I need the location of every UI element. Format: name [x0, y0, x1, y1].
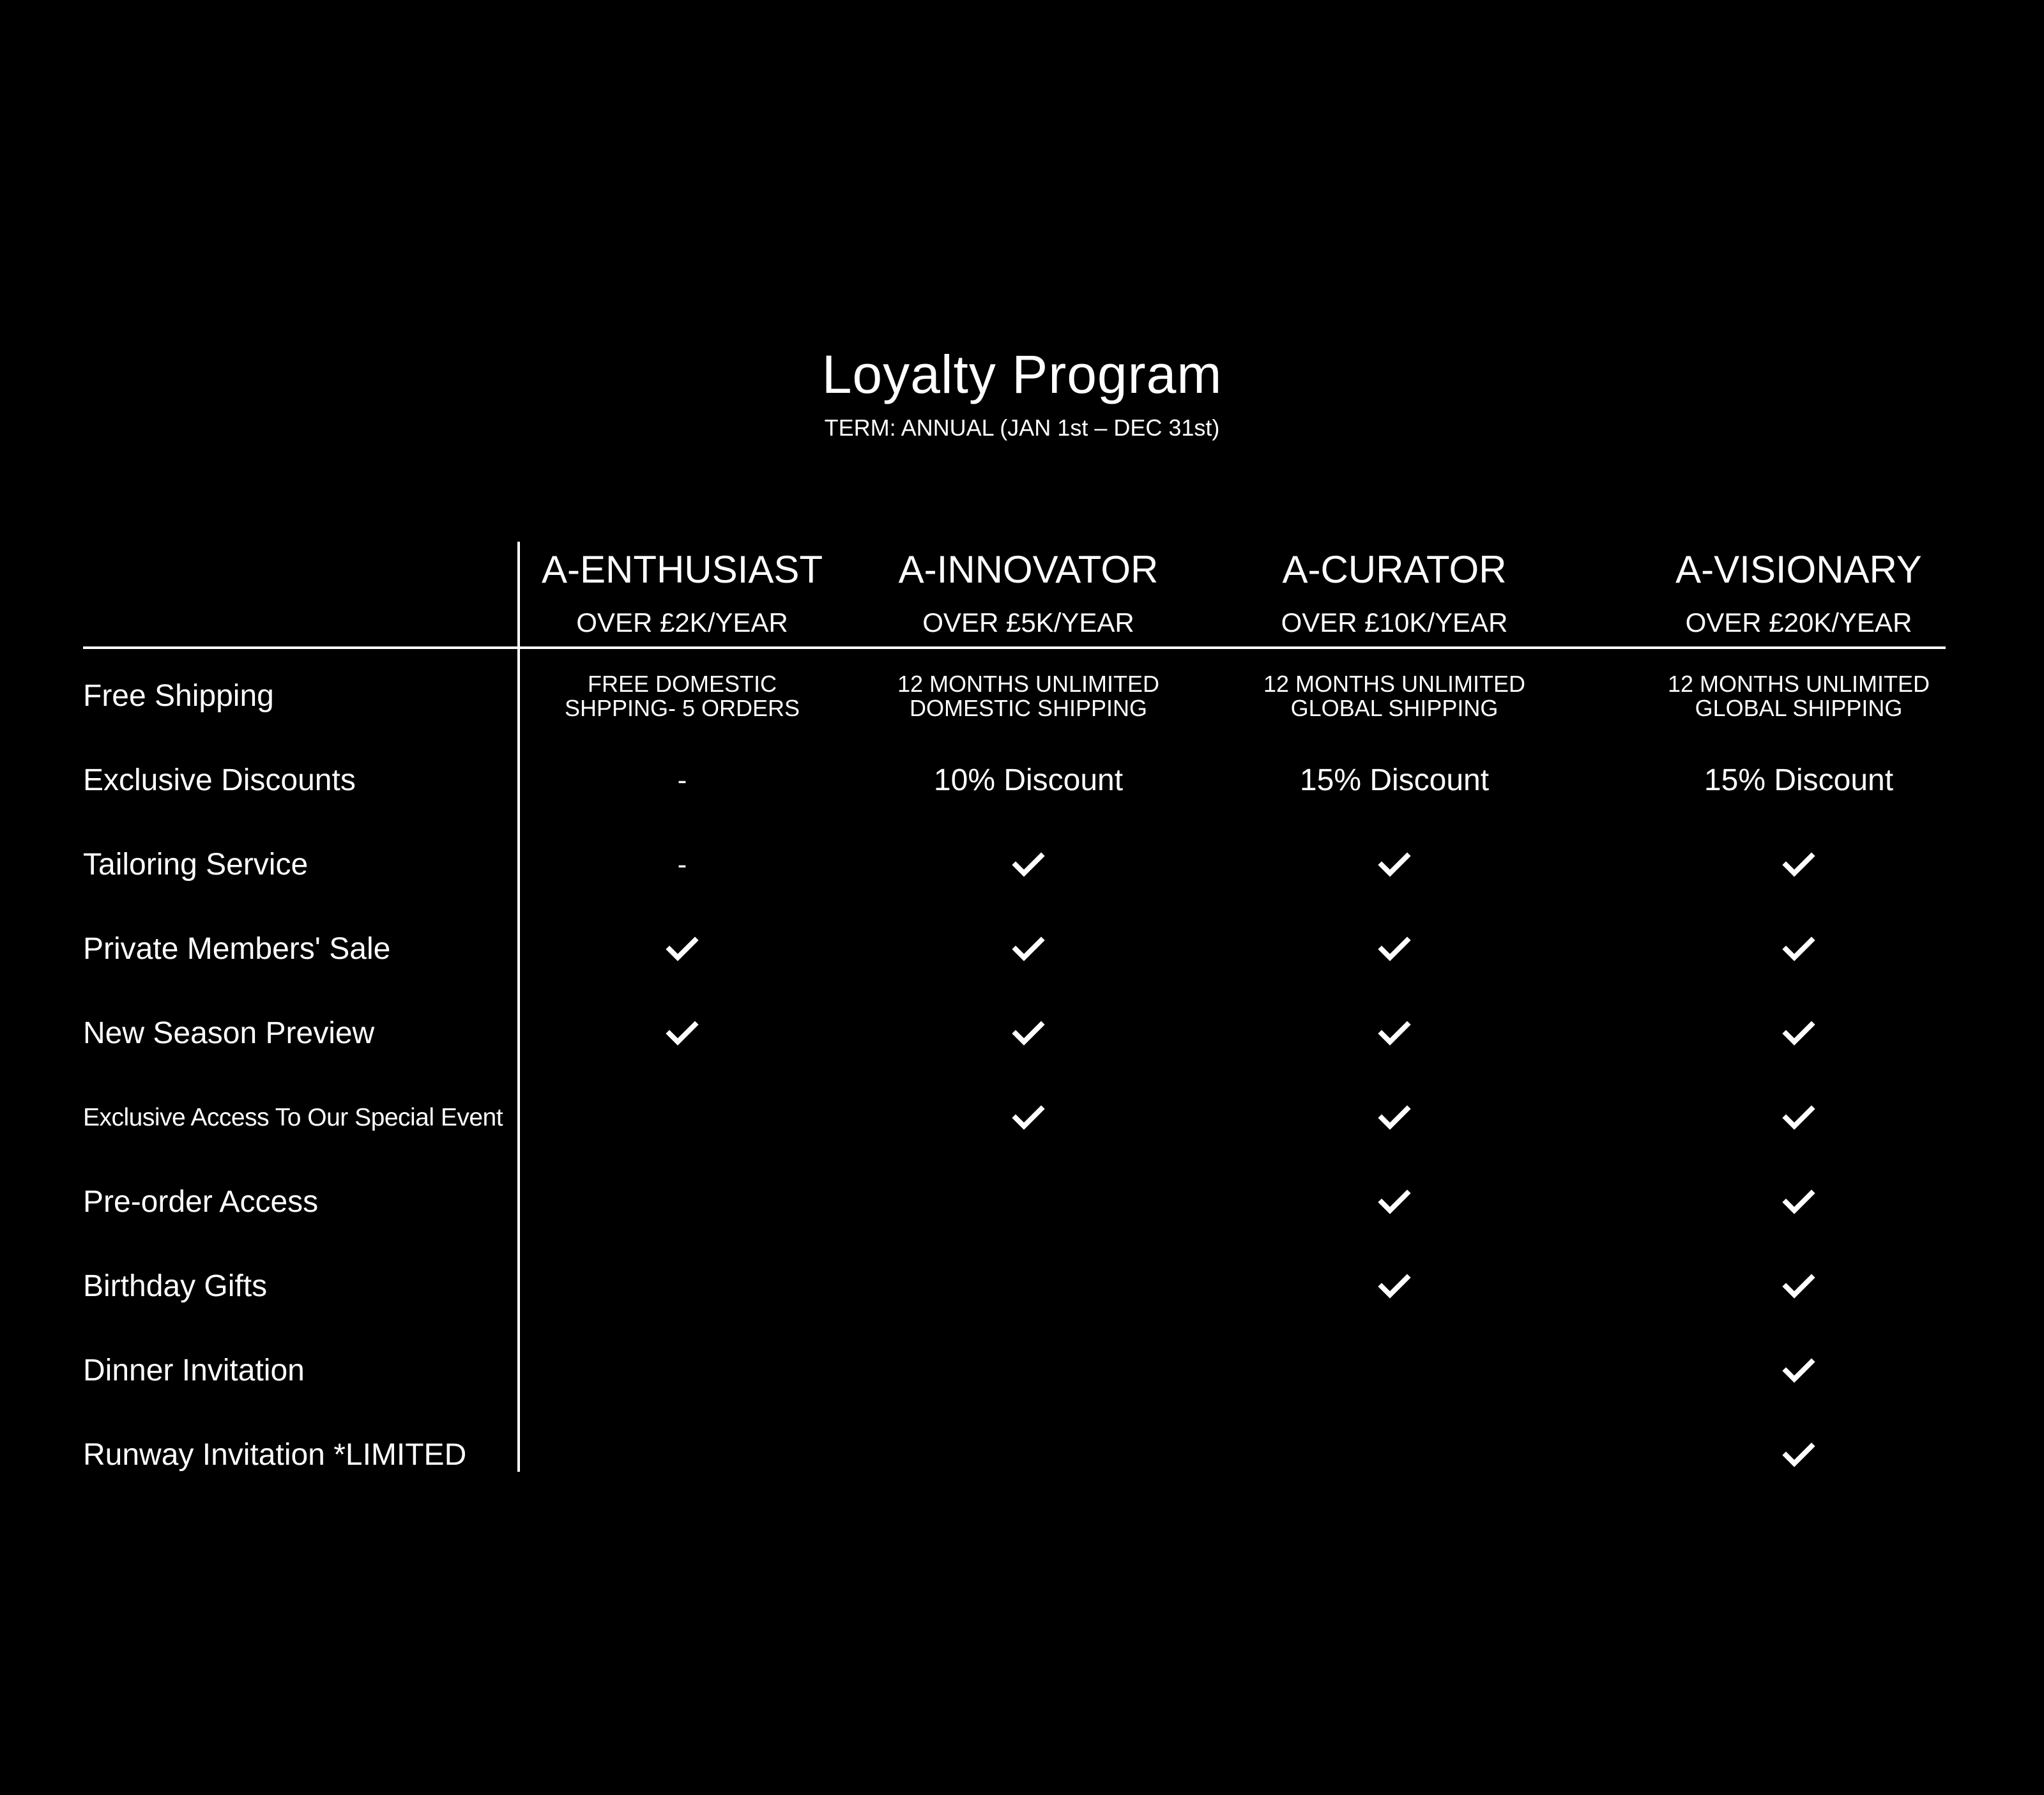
page-subtitle: TERM: ANNUAL (JAN 1st – DEC 31st)	[824, 415, 1220, 441]
benefit-label: Free Shipping	[83, 679, 274, 713]
horizontal-divider	[83, 646, 1946, 649]
benefit-value: 12 MONTHS UNLIMITED GLOBAL SHIPPING	[1263, 671, 1526, 721]
tier-column-innovator	[837, 542, 1220, 639]
tier-name: A-VISIONARY	[1675, 548, 1922, 591]
check-icon	[1378, 852, 1411, 878]
benefit-cell-visionary	[1607, 991, 1990, 1076]
check-icon	[1782, 1357, 1815, 1384]
benefit-value: 10% Discount	[933, 763, 1124, 797]
benefit-label: Exclusive Discounts	[83, 763, 356, 797]
benefit-cell-enthusiast	[491, 907, 874, 991]
benefit-row	[0, 1244, 2044, 1329]
check-icon	[1782, 1442, 1815, 1469]
benefit-cell-curator	[1203, 991, 1586, 1076]
benefit-cell-innovator	[837, 738, 1220, 823]
benefit-cell-enthusiast	[491, 1413, 874, 1497]
benefit-row	[0, 1160, 2044, 1244]
benefit-cell-curator	[1203, 738, 1586, 823]
benefit-row	[0, 1076, 2044, 1160]
benefit-cell-innovator	[837, 1329, 1220, 1413]
check-icon	[1012, 1020, 1045, 1047]
tier-name: A-INNOVATOR	[898, 548, 1159, 591]
benefit-cell-enthusiast	[491, 991, 874, 1076]
benefit-value: 15% Discount	[1299, 763, 1490, 797]
not-included-dash: -	[677, 765, 687, 796]
benefit-cell-enthusiast	[491, 1076, 874, 1160]
benefit-cell-visionary	[1607, 823, 1990, 907]
benefit-cell-enthusiast	[491, 1329, 874, 1413]
tier-column-enthusiast	[491, 542, 874, 639]
benefit-cell-visionary	[1607, 738, 1990, 823]
benefit-row	[0, 738, 2044, 823]
benefit-cell-innovator	[837, 1244, 1220, 1329]
benefit-cell-innovator	[837, 1413, 1220, 1497]
tier-threshold: OVER £2K/YEAR	[576, 607, 788, 638]
check-icon	[1782, 1189, 1815, 1216]
check-icon	[1012, 852, 1045, 878]
benefit-cell-visionary	[1607, 1160, 1990, 1244]
benefit-cell-enthusiast	[491, 654, 874, 738]
check-icon	[1012, 936, 1045, 963]
benefit-cell-innovator	[837, 1076, 1220, 1160]
tier-threshold: OVER £10K/YEAR	[1281, 607, 1508, 638]
benefit-value: FREE DOMESTIC SHPPING- 5 ORDERS	[564, 671, 800, 721]
tier-column-visionary	[1607, 542, 1990, 639]
benefit-cell-enthusiast	[491, 1244, 874, 1329]
benefit-cell-enthusiast	[491, 1160, 874, 1244]
check-icon	[1782, 1104, 1815, 1131]
benefit-row	[0, 823, 2044, 907]
benefit-label: Pre-order Access	[83, 1185, 319, 1219]
check-icon	[1782, 1020, 1815, 1047]
benefit-cell-innovator	[837, 907, 1220, 991]
benefit-cell-visionary	[1607, 654, 1990, 738]
benefit-row	[0, 1413, 2044, 1497]
benefit-value: 12 MONTHS UNLIMITED GLOBAL SHIPPING	[1667, 671, 1930, 721]
benefit-label: Tailoring Service	[83, 848, 309, 882]
benefit-cell-curator	[1203, 907, 1586, 991]
benefit-cell-visionary	[1607, 907, 1990, 991]
benefit-cell-innovator	[837, 654, 1220, 738]
benefit-row	[0, 991, 2044, 1076]
benefit-label: Dinner Invitation	[83, 1354, 305, 1387]
check-icon	[1782, 936, 1815, 963]
tier-threshold: OVER £5K/YEAR	[922, 607, 1134, 638]
benefit-label: Exclusive Access To Our Special Event	[83, 1104, 503, 1131]
benefit-label: Private Members' Sale	[83, 932, 391, 966]
benefit-cell-innovator	[837, 823, 1220, 907]
check-icon	[1378, 1273, 1411, 1300]
benefit-cell-innovator	[837, 991, 1220, 1076]
check-icon	[666, 1020, 699, 1047]
benefit-cell-visionary	[1607, 1076, 1990, 1160]
benefit-cell-curator	[1203, 823, 1586, 907]
check-icon	[1378, 1189, 1411, 1216]
tier-name: A-CURATOR	[1282, 548, 1507, 591]
benefit-value: 12 MONTHS UNLIMITED DOMESTIC SHIPPING	[897, 671, 1160, 721]
benefit-label: Runway Invitation *LIMITED	[83, 1438, 467, 1472]
check-icon	[1012, 1104, 1045, 1131]
check-icon	[1782, 852, 1815, 878]
check-icon	[1378, 1104, 1411, 1131]
benefit-cell-enthusiast	[491, 823, 874, 907]
check-icon	[1782, 1273, 1815, 1300]
check-icon	[1378, 936, 1411, 963]
check-icon	[1378, 1020, 1411, 1047]
benefit-cell-curator	[1203, 1329, 1586, 1413]
benefit-cell-curator	[1203, 1076, 1586, 1160]
benefit-cell-innovator	[837, 1160, 1220, 1244]
tier-threshold: OVER £20K/YEAR	[1685, 607, 1912, 638]
not-included-dash: -	[677, 849, 687, 880]
benefit-cell-curator	[1203, 654, 1586, 738]
benefit-cell-curator	[1203, 1160, 1586, 1244]
benefit-row	[0, 654, 2044, 738]
benefit-cell-curator	[1203, 1244, 1586, 1329]
tier-column-curator	[1203, 542, 1586, 639]
benefit-label: Birthday Gifts	[83, 1269, 268, 1303]
benefit-row	[0, 907, 2044, 991]
tier-name: A-ENTHUSIAST	[541, 548, 823, 591]
benefit-cell-curator	[1203, 1413, 1586, 1497]
benefit-value: 15% Discount	[1704, 763, 1894, 797]
benefit-row	[0, 1329, 2044, 1413]
benefit-cell-enthusiast	[491, 738, 874, 823]
benefit-cell-visionary	[1607, 1329, 1990, 1413]
check-icon	[666, 936, 699, 963]
benefit-cell-visionary	[1607, 1413, 1990, 1497]
page-title: Loyalty Program	[821, 344, 1223, 404]
benefit-cell-visionary	[1607, 1244, 1990, 1329]
benefit-label: New Season Preview	[83, 1016, 375, 1050]
